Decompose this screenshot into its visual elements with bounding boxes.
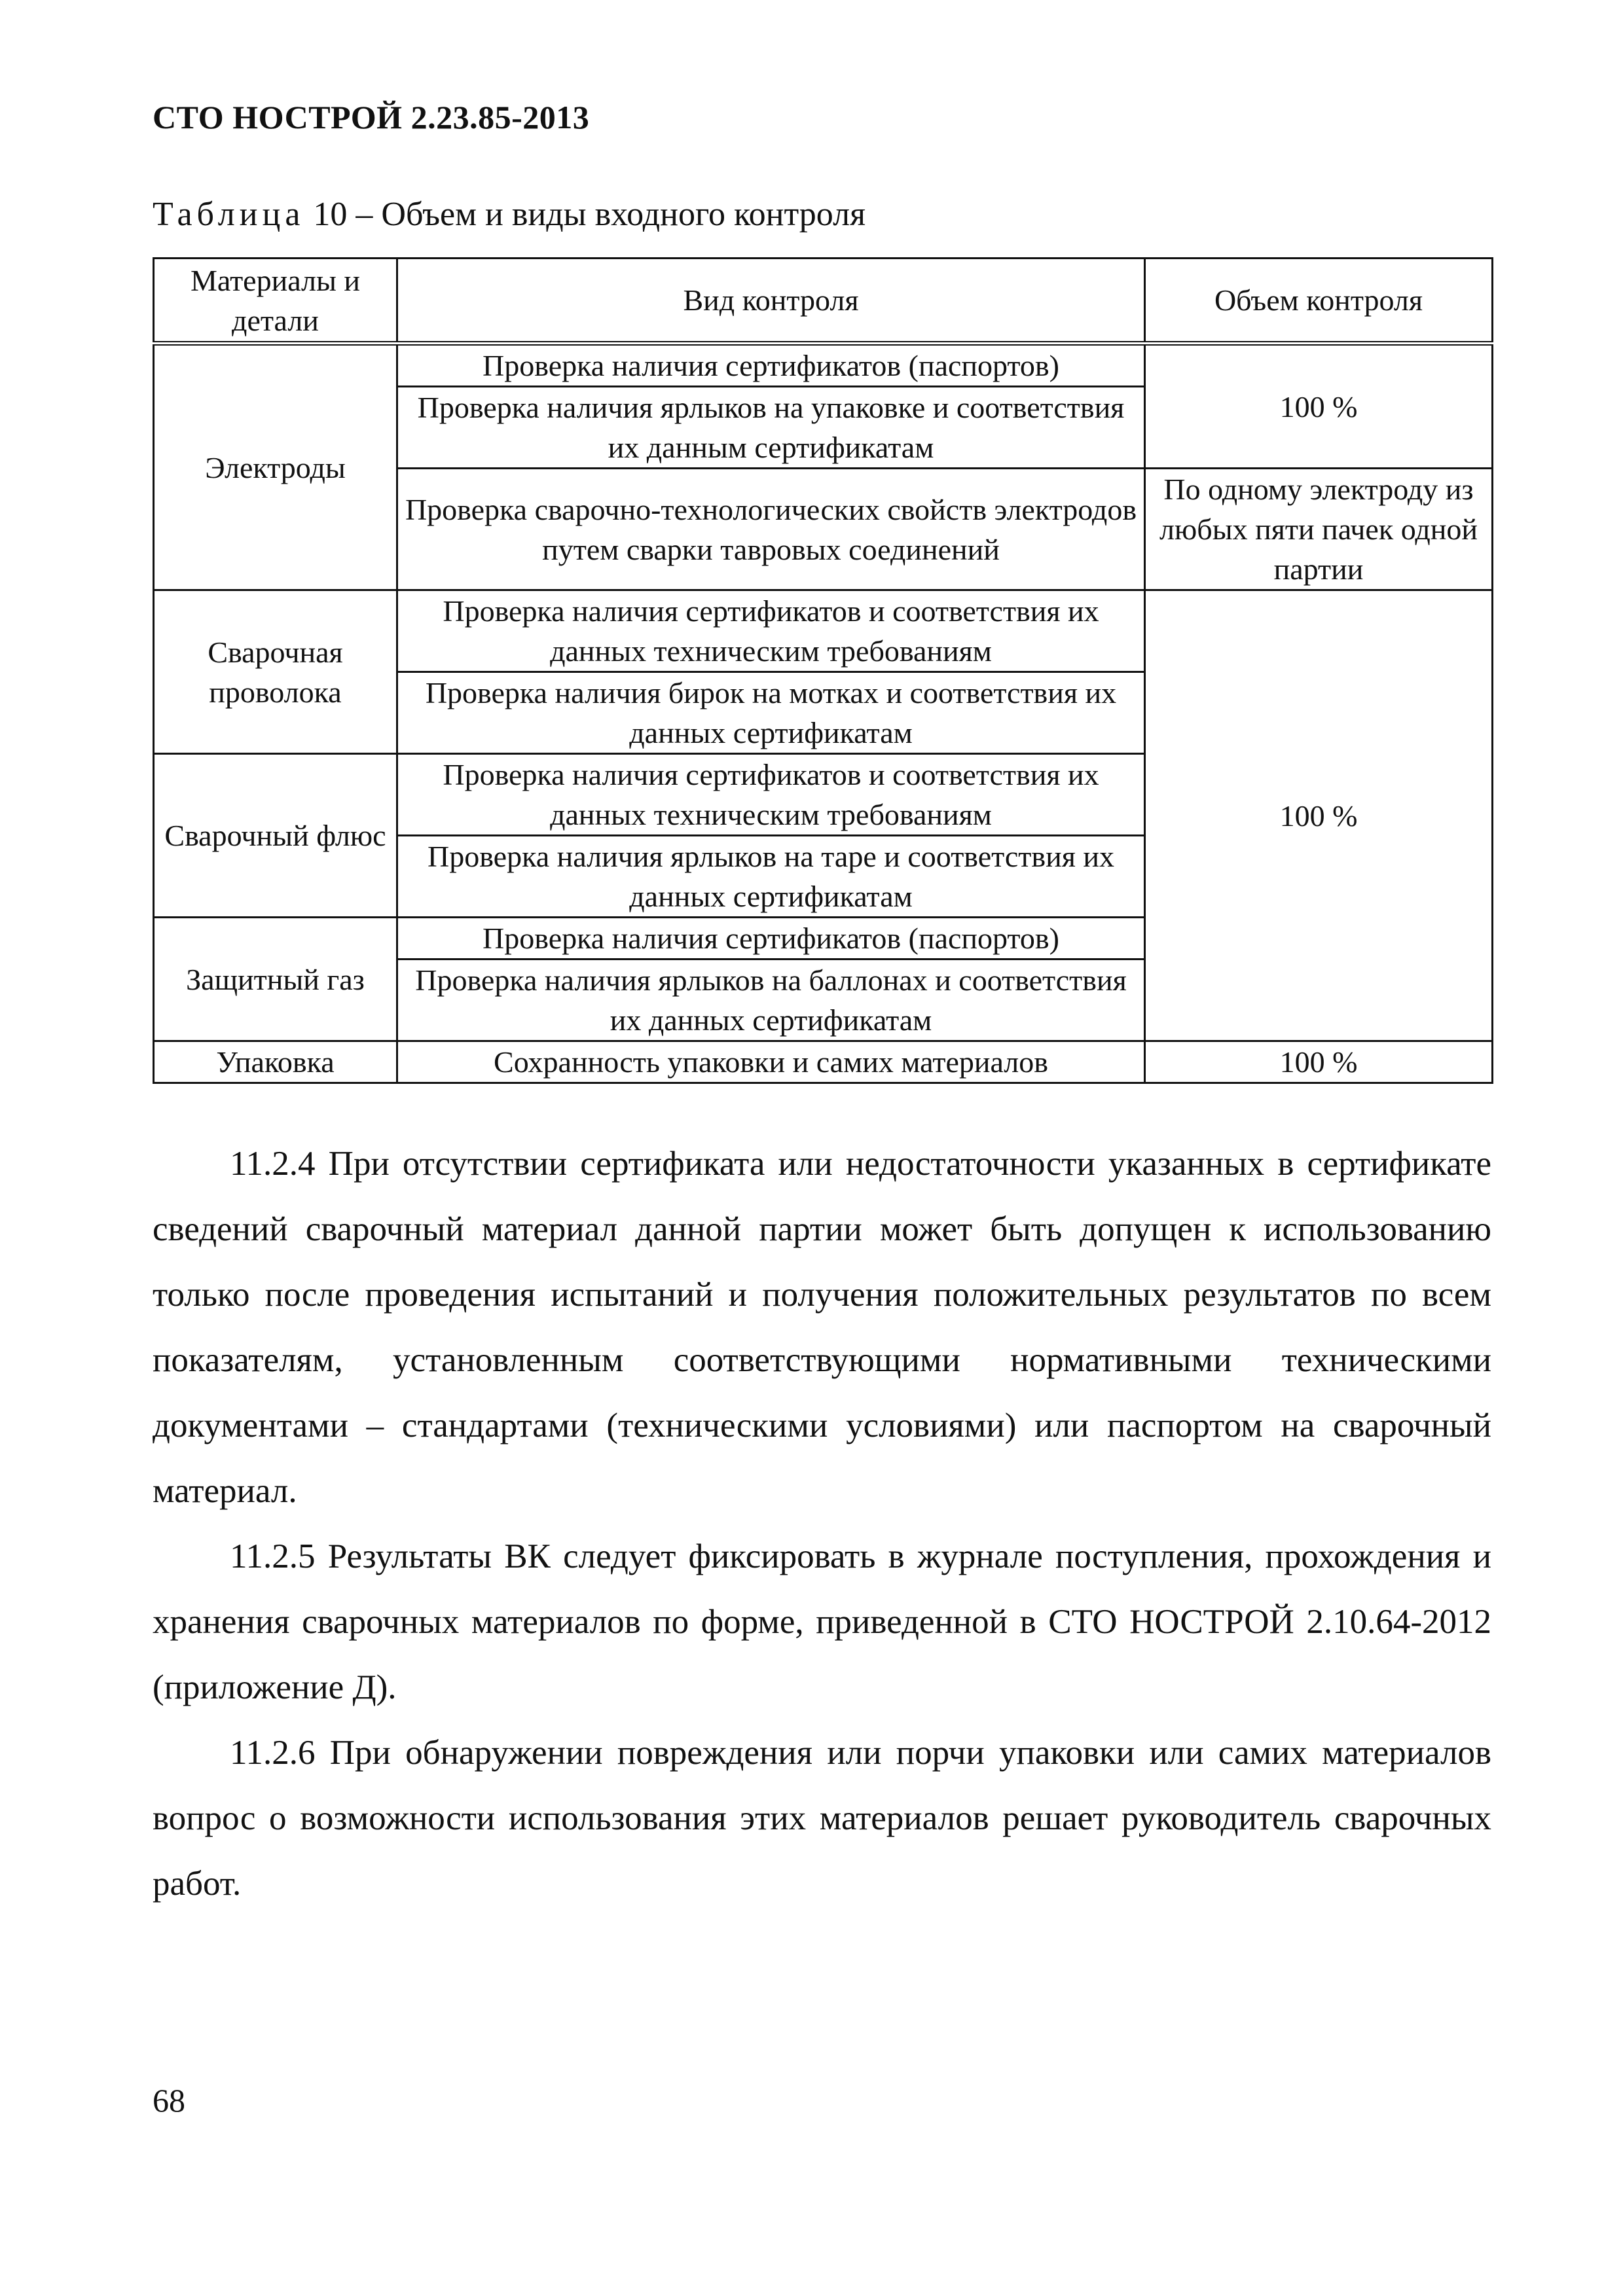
material-cell: Защитный газ [154,918,397,1041]
control-cell: Проверка сварочно-технологических свойств электродов путем сварки тавровых соединений [397,469,1145,590]
table-caption-label: Таблица [153,196,305,233]
control-cell: Проверка наличия ярлыков на таре и соответствия их данных сертификатам [397,836,1145,918]
table-caption-title: 10 – Объем и виды входного контроля [304,196,866,233]
control-table [153,257,1493,1084]
volume-cell: 100 % [1145,344,1493,469]
material-cell: Сварочная проволока [154,590,397,754]
material-cell: Электроды [154,344,397,590]
control-cell: Проверка наличия ярлыков на баллонах и соответствия их данных сертификатам [397,960,1145,1041]
paragraph-11-2-5: 11.2.5 Результаты ВК следует фиксировать в журнале поступления, прохождения и хранения сварочных материалов по форме, приведенной в СТО НОСТРОЙ 2.10.64-2012 (приложение Д). [153,1537,1491,1706]
table-row [154,344,1493,387]
control-cell: Проверка наличия сертификатов (паспортов) [397,918,1145,960]
control-cell: Проверка наличия бирок на мотках и соответствия их данных сертификатам [397,672,1145,754]
volume-cell: По одному электроду из любых пяти пачек одной партии [1145,469,1493,590]
control-cell: Сохранность упаковки и самих материалов [397,1041,1145,1083]
page-number: 68 [153,2082,185,2119]
material-cell: Упаковка [154,1041,397,1083]
table-row [154,1041,1493,1083]
column-header-materials: Материалы и детали [154,259,397,344]
table-row [154,590,1493,672]
column-header-control-type: Вид контроля [397,259,1145,344]
volume-cell: 100 % [1145,1041,1493,1083]
table-header-row [154,259,1493,344]
column-header-volume: Объем контроля [1145,259,1493,344]
paragraph-11-2-6: 11.2.6 При обнаружении повреждения или порчи упаковки или самих материалов вопрос о возможности использования этих материалов решает руководитель сварочных работ. [153,1734,1491,1903]
control-cell: Проверка наличия сертификатов (паспортов) [397,344,1145,387]
control-cell: Проверка наличия сертификатов и соответствия их данных техническим требованиям [397,590,1145,672]
control-cell: Проверка наличия сертификатов и соответствия их данных техническим требованиям [397,754,1145,836]
paragraph-11-2-4: 11.2.4 При отсутствии сертификата или недостаточности указанных в сертификате сведений сварочный материал данной партии может быть допущен к использованию только после проведения испытаний и получения положительных результатов по всем показателям, установленным соответствующими нормативными техническими документами – стандартами (техническими условиями) или паспортом на сварочный материал. [153,1145,1491,1510]
document-header: СТО НОСТРОЙ 2.23.85-2013 [153,99,590,135]
body-text [153,1131,1491,1916]
table-caption [153,195,866,234]
control-cell: Проверка наличия ярлыков на упаковке и соответствия их данным сертификатам [397,387,1145,469]
volume-cell: 100 % [1145,590,1493,1041]
material-cell: Сварочный флюс [154,754,397,918]
